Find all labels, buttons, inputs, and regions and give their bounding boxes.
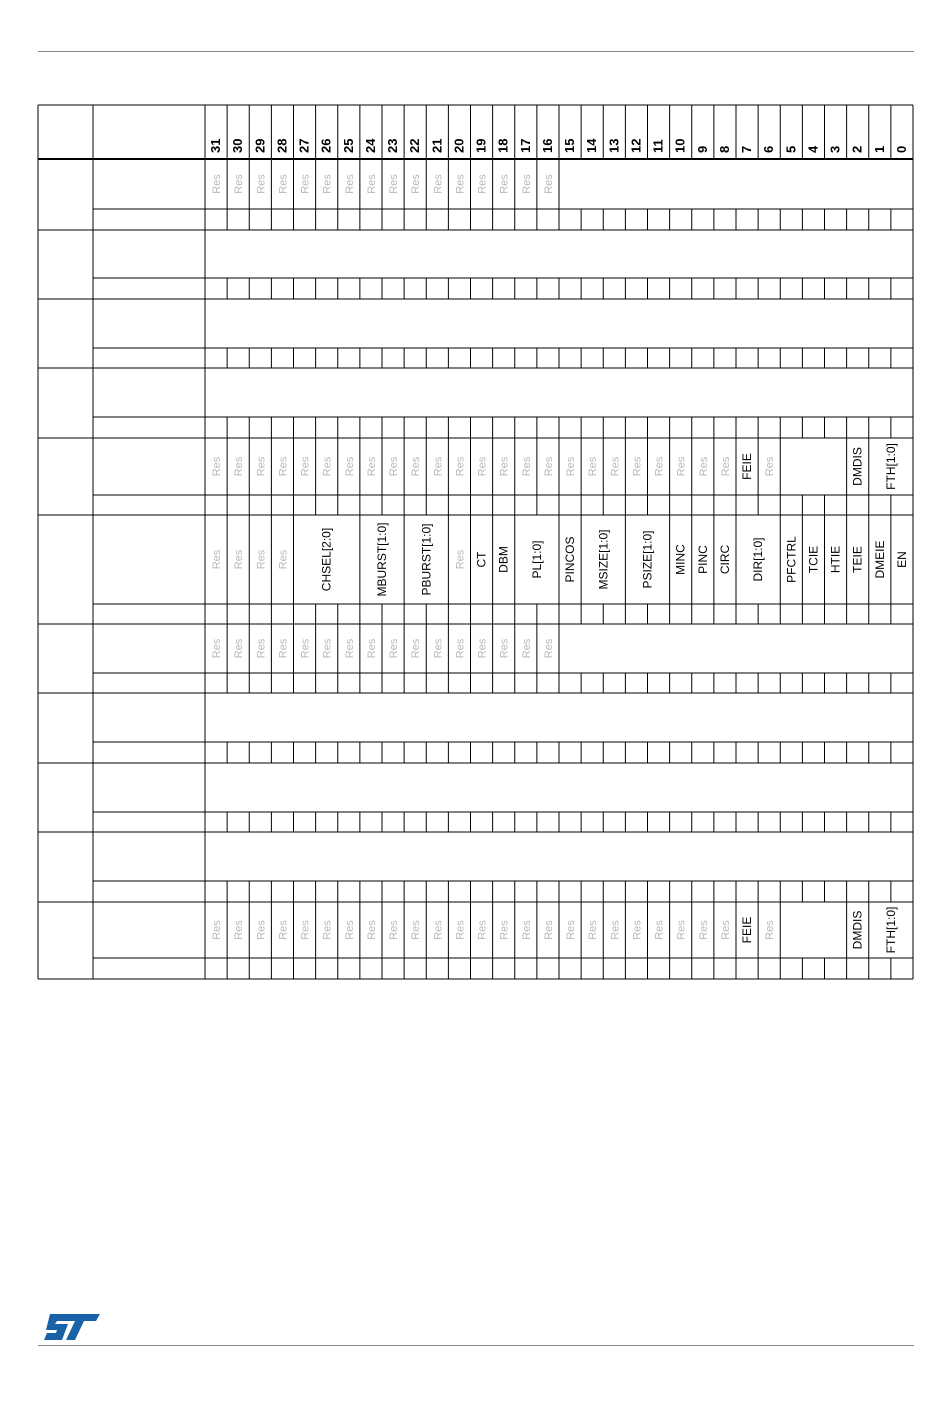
reserved-bit-label: Res [255,920,268,940]
field-name-label: CIRC [717,544,732,575]
reserved-bit-label: Res [609,456,622,477]
bit-number-label: 2 [849,145,865,153]
field-name-label: DMDIS [850,910,865,950]
bit-number-label: 28 [274,138,290,153]
reserved-bit-label: Res [476,638,489,659]
bit-number-label: 6 [761,145,777,153]
reserved-bit-label: Res [697,920,710,940]
bit-number-label: 16 [539,138,555,153]
reserved-bit-label: Res [653,920,666,940]
reserved-bit-label: Res [255,456,268,477]
reserved-bit-label: Res [609,920,622,940]
bit-number-label: 21 [429,138,445,153]
reserved-bit-label: Res [365,638,378,659]
reserved-bit-label: Res [454,456,467,477]
bit-number-label: 25 [340,138,356,153]
bit-number-label: 8 [716,145,732,153]
reserved-bit-label: Res [388,456,401,477]
reserved-bit-label: Res [233,456,246,477]
reserved-bit-label: Res [277,456,290,477]
reserved-bit-label: Res [211,920,224,940]
reserved-bit-label: Res [343,638,356,659]
bit-number-label: 15 [562,138,578,153]
bit-number-label: 18 [495,138,511,153]
reserved-bit-label: Res [498,920,511,940]
bit-number-label: 26 [318,138,334,153]
reserved-bit-label: Res [321,456,334,477]
reserved-bit-label: Res [255,174,268,194]
bit-number-label: 10 [672,138,688,153]
reserved-bit-label: Res [410,456,423,477]
reserved-bit-label: Res [211,549,224,570]
field-name-label: FEIE [740,453,755,480]
reserved-bit-label: Res [454,174,467,194]
reserved-bit-label: Res [432,456,445,477]
reserved-bit-label: Res [255,638,268,659]
field-name-label: PL[1:0] [529,540,544,579]
reserved-bit-label: Res [410,174,423,194]
reserved-bit-label: Res [299,456,312,477]
bit-number-label: 1 [871,145,887,153]
reserved-bit-label: Res [233,549,246,570]
field-name-label: MBURST[1:0] [375,522,389,597]
reserved-bit-label: Res [542,174,555,194]
reserved-bit-label: Res [631,920,644,940]
reserved-bit-label: Res [299,920,312,940]
reserved-bit-label: Res [764,456,777,477]
bit-number-label: 12 [628,138,644,153]
bit-number-label: 24 [362,138,378,153]
reserved-bit-label: Res [476,174,489,194]
reserved-bit-label: Res [343,174,356,194]
field-name-label: CHSEL[2:0] [319,527,334,592]
bit-number-label: 29 [252,138,268,153]
reserved-bit-label: Res [343,920,356,940]
reserved-bit-label: Res [454,920,467,940]
bit-number-label: 7 [739,145,755,153]
reserved-bit-label: Res [719,920,732,940]
reserved-bit-label: Res [321,920,334,940]
reserved-bit-label: Res [365,920,378,940]
reserved-bit-label: Res [233,920,246,940]
st-logo [44,1312,102,1342]
field-name-label: FEIE [740,916,755,944]
reserved-bit-label: Res [542,638,555,659]
bit-number-label: 5 [783,145,799,153]
reserved-bit-label: Res [343,456,356,477]
reserved-bit-label: Res [410,920,423,940]
reserved-bit-label: Res [587,920,600,940]
reserved-bit-label: Res [653,456,666,477]
reserved-bit-label: Res [520,920,533,940]
field-name-label: DMDIS [850,447,865,486]
reserved-bit-label: Res [542,456,555,477]
reserved-bit-label: Res [388,638,401,659]
field-name-label: MINC [673,544,688,575]
reserved-bit-label: Res [432,638,445,659]
reserved-bit-label: Res [211,456,224,477]
reserved-bit-label: Res [410,638,423,659]
reserved-bit-label: Res [520,174,533,194]
reserved-bit-label: Res [498,174,511,194]
reserved-bit-label: Res [365,174,378,194]
reserved-bit-label: Res [321,638,334,659]
reserved-bit-label: Res [321,174,334,194]
reserved-bit-label: Res [454,549,467,570]
reserved-bit-label: Res [277,549,290,570]
reserved-bit-label: Res [520,638,533,659]
field-name-label: PINCOS [563,536,578,583]
field-name-label: PSIZE[1:0] [640,530,655,589]
bit-number-label: 13 [606,138,622,153]
reserved-bit-label: Res [542,920,555,940]
bit-number-label: 31 [208,138,224,153]
reserved-bit-label: Res [565,456,578,477]
bit-number-label: 9 [694,145,710,153]
reserved-bit-label: Res [498,456,511,477]
reserved-bit-label: Res [211,638,224,659]
reserved-bit-label: Res [277,920,290,940]
reserved-bit-label: Res [299,638,312,659]
bit-number-label: 19 [473,138,489,153]
field-name-label: EN [894,551,909,568]
reserved-bit-label: Res [388,920,401,940]
reserved-bit-label: Res [277,638,290,659]
reserved-bit-label: Res [476,456,489,477]
reserved-bit-label: Res [476,920,489,940]
reserved-bit-label: Res [587,456,600,477]
bit-number-label: 27 [296,138,312,153]
bit-number-label: 30 [230,138,246,153]
reserved-bit-label: Res [498,638,511,659]
field-name-label: TEIE [850,546,865,573]
field-name-label: MSIZE[1:0] [596,529,611,590]
field-name-label: DBM [496,546,511,573]
field-name-label: FTH[1:0] [883,443,898,490]
reserved-bit-label: Res [675,920,688,940]
field-name-label: PINC [695,545,710,574]
reserved-bit-label: Res [233,638,246,659]
bit-number-label: 11 [650,139,666,153]
field-name-label: PFCTRL [784,536,799,583]
reserved-bit-label: Res [565,920,578,940]
reserved-bit-label: Res [697,456,710,477]
reserved-bit-label: Res [631,456,644,477]
reserved-bit-label: Res [432,174,445,194]
reserved-bit-label: Res [233,174,246,194]
field-name-label: DIR[1:0] [751,537,766,582]
bit-number-label: 17 [517,138,533,153]
field-name-label: FTH[1:0] [883,906,898,954]
reserved-bit-label: Res [675,456,688,477]
reserved-bit-label: Res [365,456,378,477]
reserved-bit-label: Res [520,456,533,477]
field-name-label: HTIE [828,545,843,574]
reserved-bit-label: Res [299,174,312,194]
bit-number-label: 20 [451,138,467,153]
reserved-bit-label: Res [764,920,777,940]
reserved-bit-label: Res [432,920,445,940]
reserved-bit-label: Res [277,174,290,194]
reserved-bit-label: Res [255,549,268,570]
bit-number-label: 14 [584,138,600,153]
bit-number-label: 3 [827,145,843,153]
bit-number-label: 22 [407,138,423,153]
bit-number-label: 4 [805,145,821,153]
bit-number-label: 23 [385,138,401,153]
field-name-label: TCIE [806,545,821,574]
reserved-bit-label: Res [388,174,401,194]
field-name-label: PBURST[1:0] [419,523,434,596]
field-name-label: CT [474,551,489,568]
reserved-bit-label: Res [719,456,732,477]
reserved-bit-label: Res [211,174,224,194]
field-name-label: DMEIE [872,540,887,579]
reserved-bit-label: Res [454,638,467,659]
bit-number-label: 0 [893,145,909,153]
